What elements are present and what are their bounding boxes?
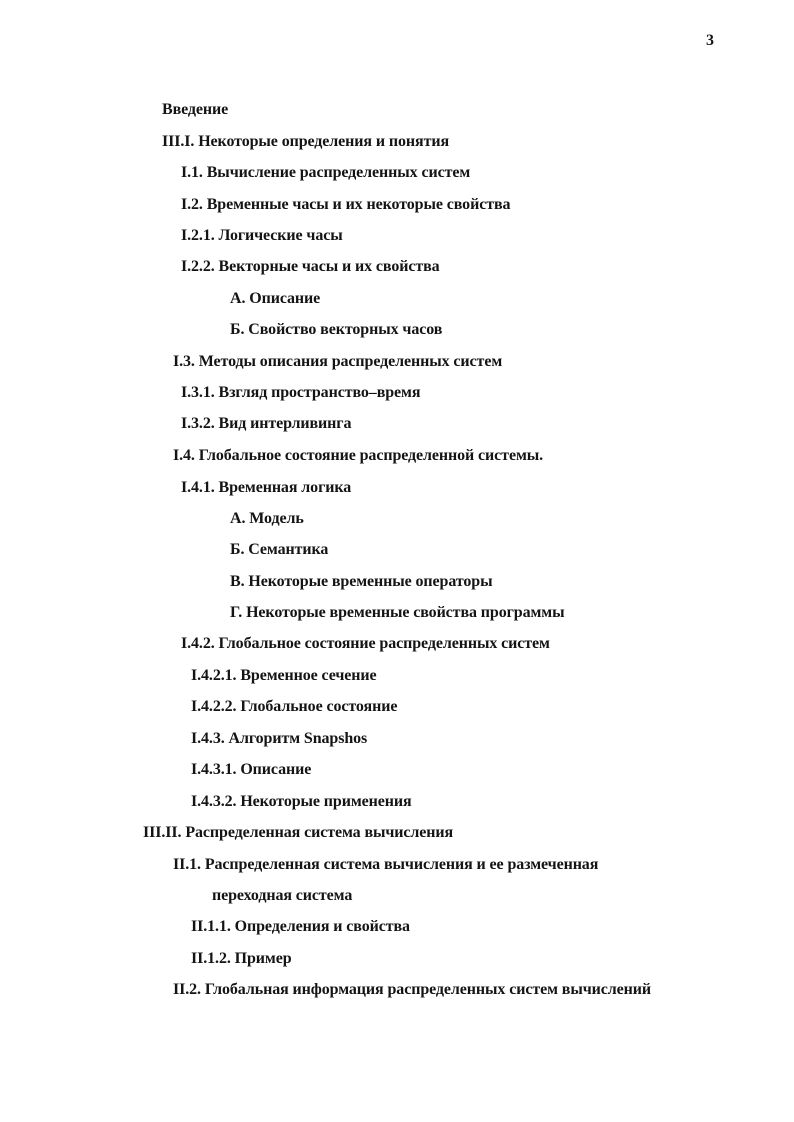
toc-entry-1-3-1: I.3.1. Взгляд пространство–время [181,384,421,401]
toc-entry-2-1-2: II.1.2. Пример [191,950,292,967]
toc-entry-1-4-2-1: I.4.2.1. Временное сечение [191,667,377,684]
toc-entry-1-2-1: I.2.1. Логические часы [181,227,343,244]
toc-entry-2-1-continuation: переходная система [212,887,353,904]
toc-entry-1-4-3-1: I.4.3.1. Описание [191,761,312,778]
toc-entry-1-4-3: I.4.3. Алгоритм Snapshos [191,730,368,747]
toc-entry-introduction: Введение [162,101,229,118]
toc-entry-2-1-1: II.1.1. Определения и свойства [191,918,410,935]
toc-entry-1-3: I.3. Методы описания распределенных систем [173,353,503,370]
toc-entry-2-1: II.1. Распределенная система вычисления и ее размеченная [173,856,599,873]
toc-entry-1-2-2-b: Б. Свойство векторных часов [230,321,443,338]
toc-entry-1-4-1-b: Б. Семантика [230,541,329,558]
toc-entry-2-2: II.2. Глобальная информация распределенных систем вычислений [173,981,652,998]
toc-entry-1-2: I.2. Временные часы и их некоторые свойства [181,196,511,213]
toc-entry-1-4-2-2: I.4.2.2. Глобальное состояние [191,698,398,715]
toc-entry-1-4: I.4. Глобальное состояние распределенной системы. [173,447,544,464]
toc-entry-1-1: I.1. Вычисление распределенных систем [181,164,471,181]
page-number: 3 [706,32,714,49]
toc-entry-1-2-2-a: А. Описание [230,290,321,307]
toc-entry-part-2: III.II. Распределенная система вычисления [143,824,454,841]
toc-entry-1-4-1-a: А. Модель [230,510,304,527]
toc-entry-1-4-1-v: В. Некоторые временные операторы [230,573,493,590]
toc-entry-1-2-2: I.2.2. Векторные часы и их свойства [181,258,440,275]
toc-entry-1-3-2: I.3.2. Вид интерливинга [181,415,352,432]
toc-entry-1-4-2: I.4.2. Глобальное состояние распределенных систем [181,635,550,652]
toc-entry-1-4-1-g: Г. Некоторые временные свойства программы [230,604,565,621]
toc-entry-1-4-1: I.4.1. Временная логика [181,479,352,496]
toc-entry-1-4-3-2: I.4.3.2. Некоторые применения [191,793,412,810]
toc-entry-part-1: III.I. Некоторые определения и понятия [162,133,450,150]
